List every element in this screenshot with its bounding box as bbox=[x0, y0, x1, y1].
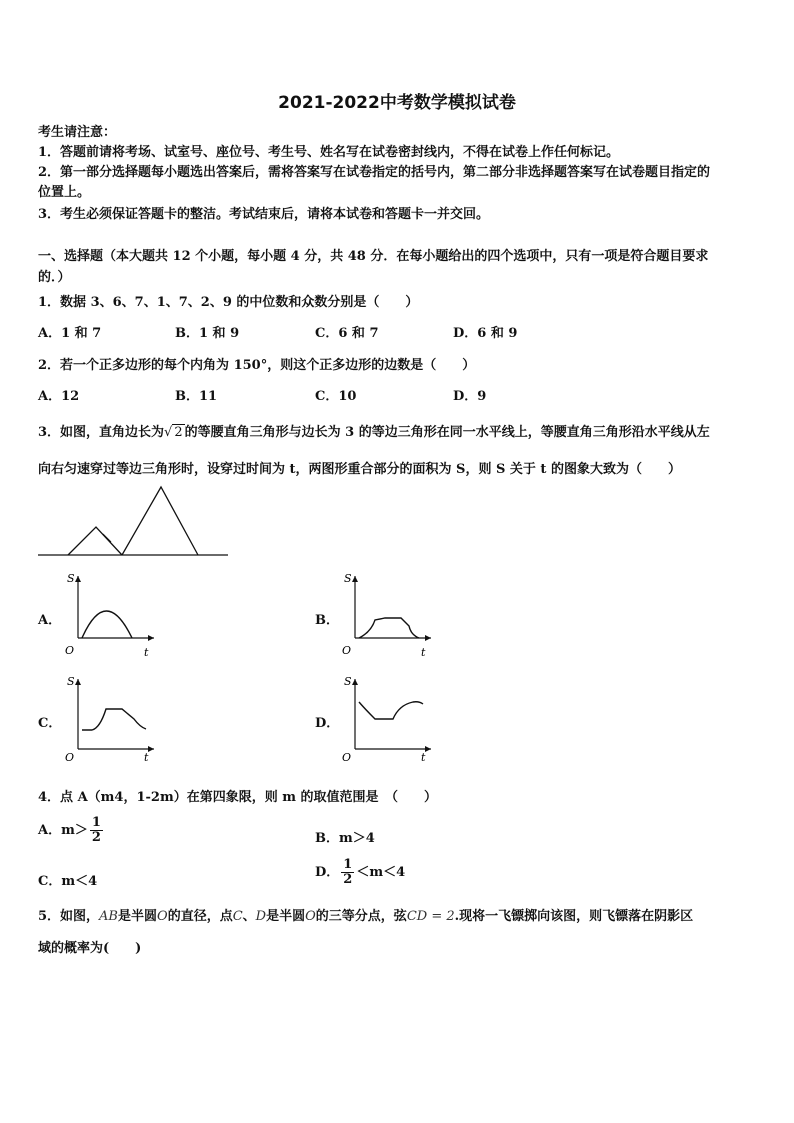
q5-text: 的直径，点 bbox=[167, 909, 233, 924]
q1-option-c: C．6 和 7 bbox=[315, 326, 379, 341]
origin-label: O bbox=[65, 644, 75, 657]
q4-option-b: B．m＞4 bbox=[315, 831, 375, 846]
section-heading: 一、选择题（本大题共 12 个小题，每小题 4 分，共 48 分．在每小题给出的四个选项中，只有一项是符合题目要求 bbox=[38, 249, 709, 264]
q5-text: .现将一飞镖掷向该图，则飞镖落在阴影区 bbox=[454, 909, 694, 924]
y-axis-arrow-icon bbox=[75, 576, 81, 582]
q3-option-a-label: A． bbox=[38, 613, 62, 628]
q3-option-a-graph bbox=[62, 572, 156, 660]
q4-option-a-prefix: A．m＞ bbox=[38, 823, 88, 838]
q3-option-c-graph bbox=[62, 675, 156, 763]
y-axis-arrow-icon bbox=[352, 576, 358, 582]
x-label: t bbox=[421, 751, 426, 764]
q3-triangles-figure bbox=[36, 485, 230, 560]
notice-item-3: 3．考生必须保证答题卡的整洁。考试结束后，请将本试卷和答题卡一并交回。 bbox=[38, 207, 490, 222]
x-label: t bbox=[144, 646, 149, 659]
q3-option-c-label: C． bbox=[38, 716, 62, 731]
q5-text: 是半圆 bbox=[266, 909, 306, 924]
origin-label: O bbox=[65, 751, 75, 764]
question-3-stem bbox=[38, 421, 710, 440]
origin-label: O bbox=[342, 751, 352, 764]
notice-item-2-cont: 位置上。 bbox=[38, 185, 91, 200]
q5-text: 是半圆 bbox=[118, 909, 158, 924]
var-o: O bbox=[305, 909, 316, 924]
fraction-numerator: 1 bbox=[343, 857, 353, 872]
notice-item-2: 2．第一部分选择题每小题选出答案后，需将答案写在试卷指定的括号内，第二部分非选择题答案写在试卷题目指定的 bbox=[38, 165, 711, 180]
q1-option-a: A．1 和 7 bbox=[38, 326, 102, 341]
q5-text: 的三等分点，弦 bbox=[315, 909, 407, 924]
q1-option-d: D．6 和 9 bbox=[453, 326, 518, 341]
var-cd: CD = 2 bbox=[406, 909, 455, 924]
q2-option-d: D．9 bbox=[453, 389, 487, 404]
var-o: O bbox=[157, 909, 168, 924]
q5-text: 5．如图， bbox=[38, 909, 100, 924]
x-label: t bbox=[421, 646, 426, 659]
x-axis-arrow-icon bbox=[425, 635, 431, 641]
curve bbox=[359, 618, 419, 638]
right-angle-mark bbox=[103, 534, 111, 542]
q2-option-c: C．10 bbox=[315, 389, 357, 404]
q3-option-d-label: D． bbox=[315, 716, 340, 731]
page-title: 2021-2022中考数学模拟试卷 bbox=[278, 93, 516, 113]
notice-heading: 考生请注意： bbox=[38, 125, 117, 140]
var-ab: AB bbox=[99, 909, 118, 924]
q4-option-a bbox=[38, 816, 105, 845]
q5-text: 、 bbox=[242, 909, 256, 924]
fraction-one-half bbox=[90, 816, 103, 845]
y-label: S bbox=[67, 572, 75, 585]
q3-stem-part2: 的等腰直角三角形与边长为 3 的等边三角形在同一水平线上，等腰直角三角形沿水平线从左 bbox=[184, 425, 710, 440]
fraction-denominator: 2 bbox=[91, 830, 101, 845]
q1-option-b: B．1 和 9 bbox=[175, 326, 240, 341]
question-2-stem: 2．若一个正多边形的每个内角为 150°，则这个正多边形的边数是（ ） bbox=[38, 358, 476, 373]
section-heading-cont: 的．） bbox=[38, 270, 71, 285]
y-label: S bbox=[67, 675, 75, 688]
origin-label: O bbox=[342, 644, 352, 657]
x-axis-arrow-icon bbox=[425, 746, 431, 752]
q2-option-b: B．11 bbox=[175, 389, 218, 404]
y-axis-arrow-icon bbox=[75, 679, 81, 685]
x-label: t bbox=[144, 751, 149, 764]
q3-option-d-graph bbox=[339, 675, 433, 763]
q4-option-d-prefix: D． bbox=[315, 865, 340, 880]
sqrt-radicand: 2 bbox=[174, 425, 183, 440]
y-label: S bbox=[344, 675, 352, 688]
fraction-numerator: 1 bbox=[91, 815, 101, 830]
sqrt-expression: √ 2 bbox=[164, 425, 183, 440]
notice-item-1: 1．答题前请将考场、试室号、座位号、考生号、姓名写在试卷密封线内，不得在试卷上作任何标记。 bbox=[38, 145, 620, 160]
q3-option-b-label: B． bbox=[315, 613, 339, 628]
question-3-stem-cont: 向右匀速穿过等边三角形时，设穿过时间为 t，两图形重合部分的面积为 S，则 S 关于 t 的图象大致为（ ） bbox=[38, 462, 681, 477]
q2-option-a: A．12 bbox=[38, 389, 80, 404]
curve bbox=[359, 702, 423, 719]
x-axis-arrow-icon bbox=[148, 635, 154, 641]
curve bbox=[82, 709, 146, 730]
q3-stem-part1: 3．如图，直角边长为 bbox=[38, 425, 165, 440]
equilateral-triangle bbox=[122, 487, 198, 555]
fraction-denominator: 2 bbox=[343, 872, 353, 887]
fraction-one-half bbox=[341, 858, 354, 887]
q4-option-d bbox=[315, 858, 405, 887]
isosceles-right-triangle bbox=[68, 527, 122, 555]
question-5-stem-cont: 域的概率为( ) bbox=[38, 941, 142, 956]
question-5-stem bbox=[38, 905, 693, 924]
q4-option-d-suffix: ＜m＜4 bbox=[356, 865, 406, 880]
q4-option-c: C．m＜4 bbox=[38, 874, 98, 889]
curve bbox=[82, 611, 132, 638]
question-1-stem: 1．数据 3、6、7、1、7、2、9 的中位数和众数分别是（ ） bbox=[38, 295, 419, 310]
y-axis-arrow-icon bbox=[352, 679, 358, 685]
y-label: S bbox=[344, 572, 352, 585]
x-axis-arrow-icon bbox=[148, 746, 154, 752]
question-4-stem: 4．点 A（m4，1-2m）在第四象限，则 m 的取值范围是 （ ） bbox=[38, 790, 438, 805]
var-d: D bbox=[255, 909, 267, 924]
var-c: C bbox=[232, 909, 243, 924]
q3-option-b-graph bbox=[339, 572, 433, 660]
